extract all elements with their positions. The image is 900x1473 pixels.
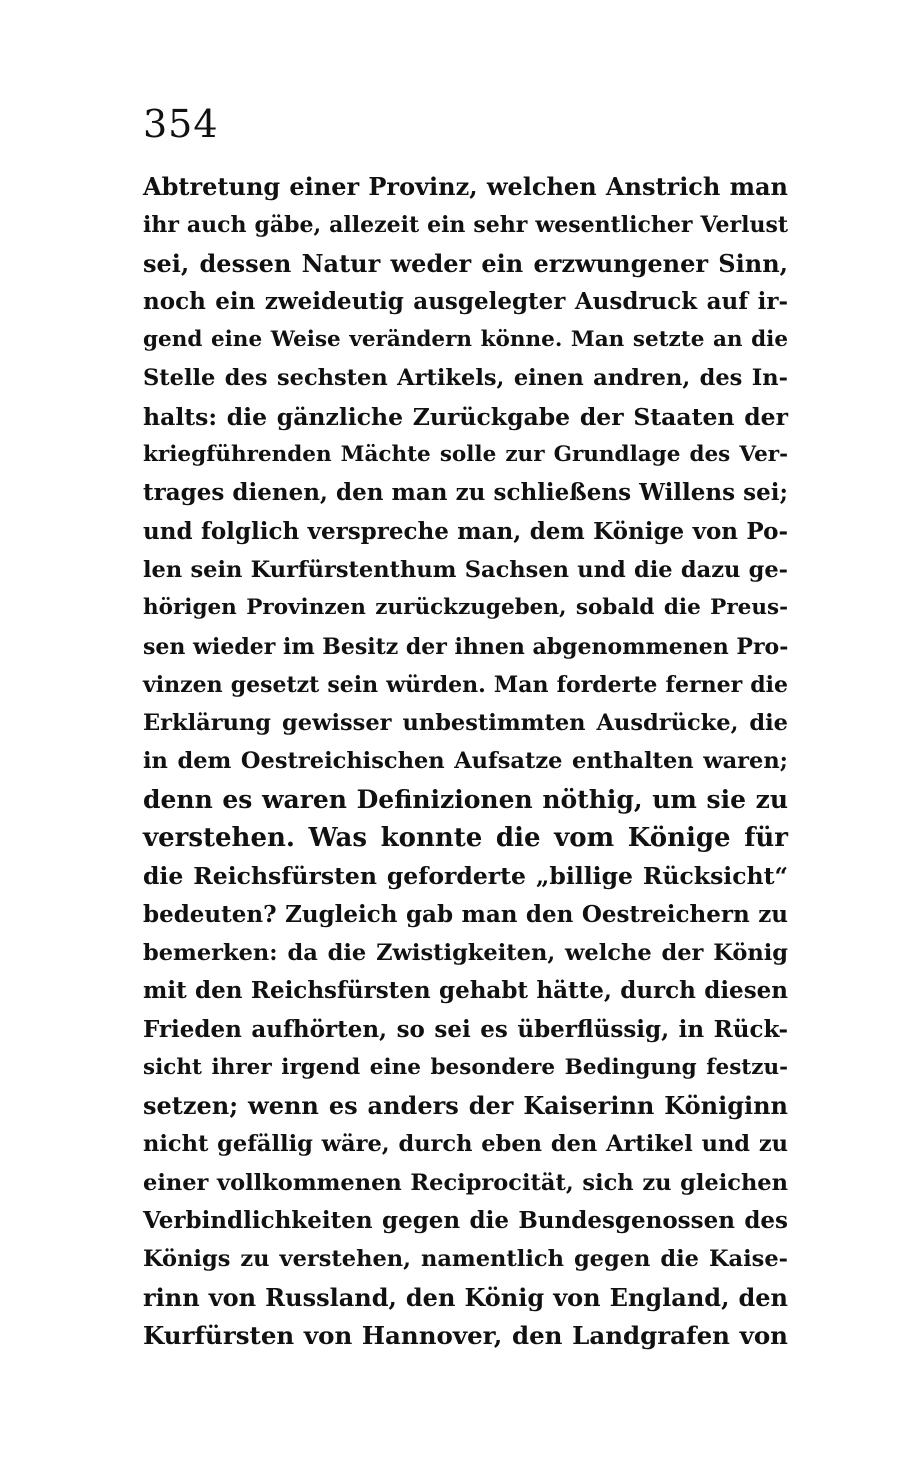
text-line: kriegführenden Mächte solle zur Grundlage des Ver- xyxy=(143,442,788,468)
text-line: in dem Oestreichischen Aufsatze enthalten waren; xyxy=(143,748,788,775)
text-line: trages dienen, den man zu schließens Willens sei; xyxy=(143,479,788,507)
text-line: sicht ihrer irgend eine besondere Bedingung festzu- xyxy=(143,1054,788,1080)
body-text xyxy=(143,168,788,1355)
text-line: bemerken: da die Zwistigkeiten, welche der König xyxy=(143,939,788,966)
text-line: ihr auch gäbe, allezeit ein sehr wesentlicher Verlust xyxy=(143,212,788,239)
text-line: hörigen Provinzen zurückzugeben, sobald die Preus- xyxy=(143,595,788,621)
text-line: und folglich verspreche man, dem Könige von Po- xyxy=(143,517,788,545)
text-line: setzen; wenn es anders der Kaiserinn Königinn xyxy=(143,1091,788,1121)
text-line: sei, dessen Natur weder ein erzwungener Sinn, xyxy=(143,248,788,278)
text-line: gend eine Weise verändern könne. Man setzte an die xyxy=(143,327,788,353)
text-line: sen wieder im Besitz der ihnen abgenommenen Pro- xyxy=(143,633,789,660)
text-line: noch ein zweideutig ausgelegter Ausdruck auf ir- xyxy=(143,287,788,315)
text-line: Kurfürsten von Hannover, den Landgrafen von xyxy=(143,1320,788,1350)
text-line: halts: die gänzliche Zurückgabe der Staaten der xyxy=(143,402,788,431)
text-line: Königs zu verstehen, namentlich gegen die Kaise- xyxy=(143,1246,788,1273)
text-line: vinzen gesetzt sein würden. Man forderte ferner die xyxy=(143,671,788,698)
text-line: Frieden aufhörten, so sei es überflüssig, in Rück- xyxy=(143,1015,788,1043)
text-line: len sein Kurfürstenthum Sachsen und die dazu ge- xyxy=(143,556,788,583)
text-line: denn es waren Definizionen nöthig, um sie zu xyxy=(143,784,788,814)
text-line: die Reichsfürsten geforderte „billige Rücksicht“ xyxy=(143,862,788,891)
text-line: einer vollkommenen Reciprocität, sich zu gleichen xyxy=(143,1169,788,1196)
text-line: Abtretung einer Provinz, welchen Anstrich man xyxy=(143,172,788,201)
text-line: rinn von Russland, den König von England, den xyxy=(143,1282,788,1312)
text-line: nicht gefällig wäre, durch eben den Artikel und zu xyxy=(143,1131,788,1158)
text-line: verstehen. Was konnte die vom Könige für xyxy=(143,823,788,854)
page-number: 354 xyxy=(143,102,219,146)
text-line: bedeuten? Zugleich gab man den Oestreichern zu xyxy=(143,900,788,928)
text-line: Erklärung gewisser unbestimmten Ausdrücke, die xyxy=(143,710,788,737)
text-line: Stelle des sechsten Artikels, einen andren, des In- xyxy=(143,365,788,392)
text-line: Verbindlichkeiten gegen die Bundesgenossen des xyxy=(143,1207,788,1235)
text-line: mit den Reichsfürsten gehabt hätte, durch diesen xyxy=(143,977,788,1005)
